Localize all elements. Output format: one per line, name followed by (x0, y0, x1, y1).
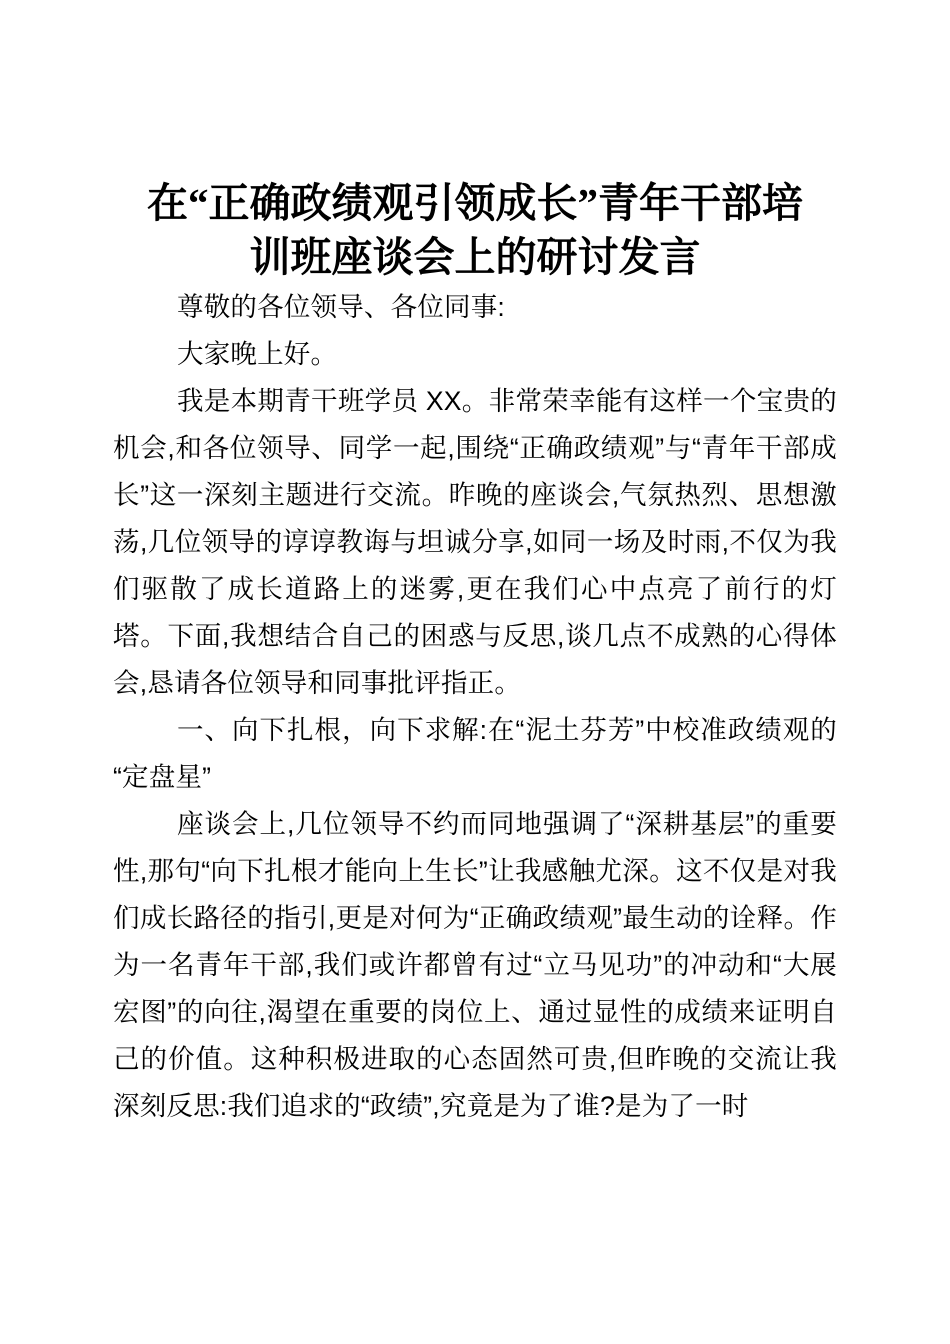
section-1-body-paragraph: 座谈会上,几位领导不约而同地强调了“深耕基层”的重要性,那句“向下扎根才能向上生长”让我感触尤深。这不仅是对我们成长路径的指引,更是对何为“正确政绩观”最生动的诠释。作为一名青年干部,我们或许都曾有过“立马见功”的冲动和“大展宏图”的向往,渴望在重要的岗位上、通过显性的成绩来证明自己的价值。这种积极进取的心态固然可贵,但昨晚的交流让我深刻反思:我们追求的“政绩”,究竟是为了谁?是为了一时 (113, 809, 837, 1121)
salutation-paragraph: 尊敬的各位领导、各位同事: (177, 292, 505, 322)
section-heading-1: 一、向下扎根，向下求解:在“泥土芬芳”中校准政绩观的“定盘星” (113, 715, 837, 792)
title-line-2: 训班座谈会上的研讨发言 (249, 234, 701, 280)
document-title (113, 176, 837, 284)
greeting-paragraph: 大家晚上好。 (177, 339, 338, 369)
title-line-1: 在“正确政绩观引领成长”青年干部培 (147, 180, 803, 226)
document-body (113, 284, 837, 1130)
introduction-paragraph: 我是本期青干班学员 XX。非常荣幸能有这样一个宝贵的机会,和各位领导、同学一起,围绕“正确政绩观”与“青年干部成长”这一深刻主题进行交流。昨晚的座谈会,气氛热烈、思想激荡,几位领导的谆谆教诲与坦诚分享,如同一场及时雨,不仅为我们驱散了成长道路上的迷雾,更在我们心中点亮了前行的灯塔。下面,我想结合自己的困惑与反思,谈几点不成熟的心得体会,恳请各位领导和同事批评指正。 (113, 386, 837, 698)
